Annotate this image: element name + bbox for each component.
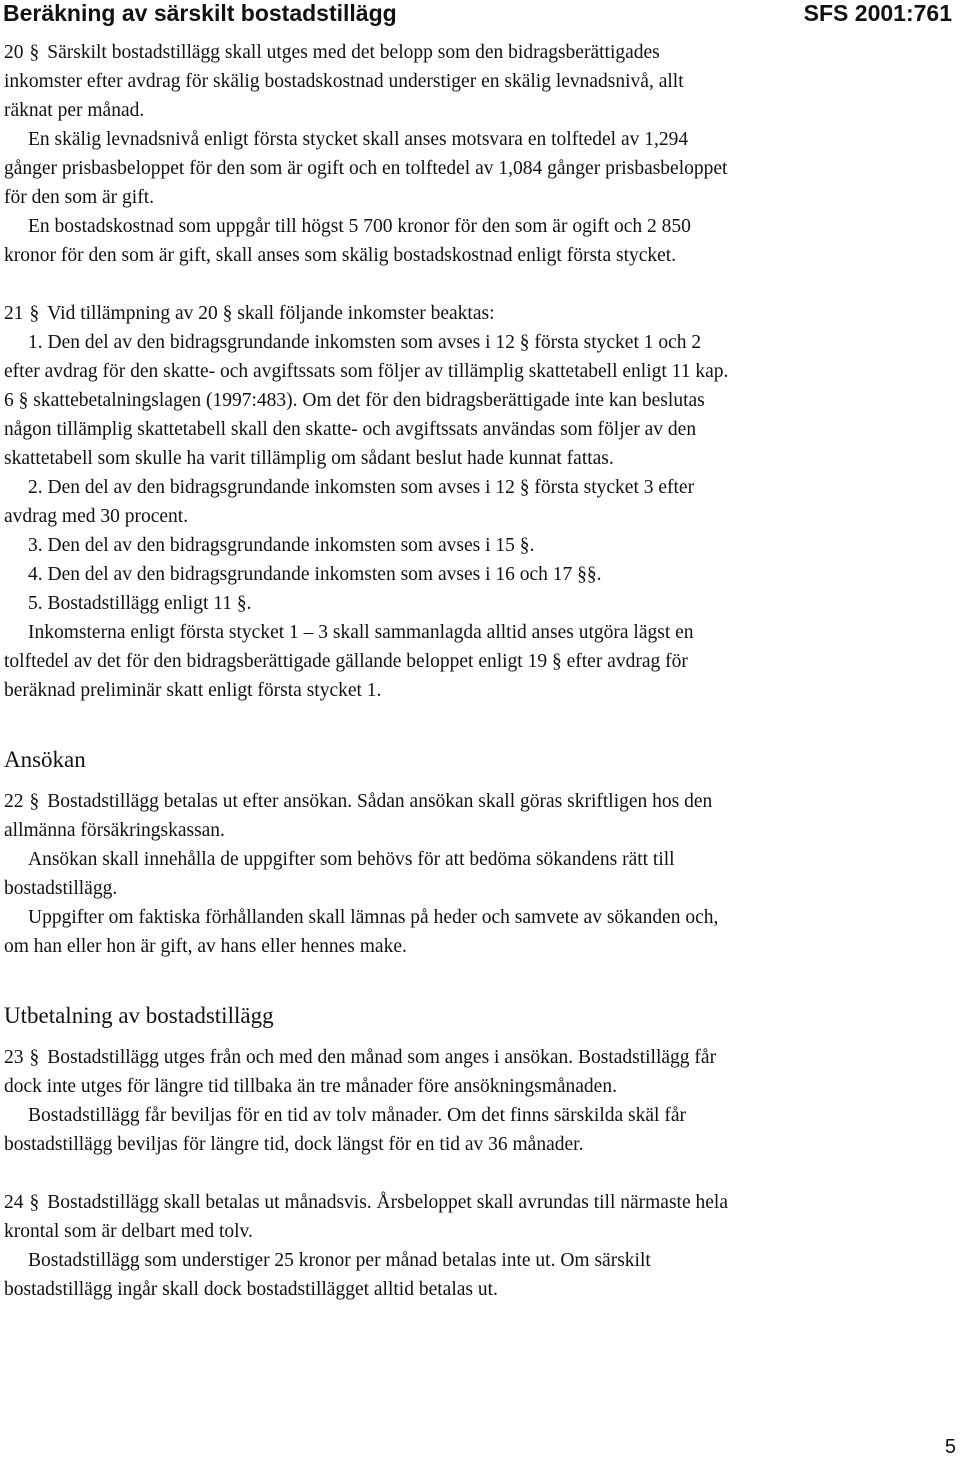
spacer: [4, 775, 731, 787]
spacer: [4, 270, 731, 299]
paragraph-number: 23: [4, 1047, 24, 1068]
paragraph-text: Vid tillämpning av 20 § skall följande inkomster beaktas:: [47, 303, 495, 324]
spacer: [4, 961, 731, 1001]
paragraph-text: Bostadstillägg betalas ut efter ansökan. Sådan ansökan skall göras skriftligen hos den allmänna försäkringskassan.: [4, 791, 713, 841]
paragraph-23: [4, 1043, 731, 1101]
spacer: [4, 705, 731, 745]
paragraph-23-stycke-2: Bostadstillägg får beviljas för en tid av tolv månader. Om det finns särskilda skäl får bostadstillägg beviljas för längre tid, dock längst för en tid av 36 månader.: [4, 1105, 686, 1155]
paragraph-20: [4, 38, 731, 125]
paragraph-number: 22: [4, 791, 24, 812]
paragraph-21: [4, 299, 731, 328]
section-mark: §: [29, 42, 40, 63]
paragraph-number: 21: [4, 303, 24, 324]
paragraph-24-stycke-2: Bostadstillägg som understiger 25 kronor per månad betalas inte ut. Om särskilt bostadstillägg ingår skall dock bostadstillägget alltid betalas ut.: [4, 1250, 651, 1300]
section-mark: §: [29, 1192, 40, 1213]
list-item: 5. Bostadstillägg enligt 11 §.: [28, 593, 252, 614]
paragraph-20-stycke-3: En bostadskostnad som uppgår till högst 5 700 kronor för den som är ogift och 2 850 kronor för den som är gift, skall anses som skälig bostadskostnad enligt första stycket.: [4, 216, 691, 266]
paragraph-text: Bostadstillägg utges från och med den månad som anges i ansökan. Bostadstillägg får dock inte utges för längre tid tillbaka än tre månader före ansökningsmånaden.: [4, 1047, 717, 1097]
spacer: [4, 1159, 731, 1188]
list-item: 2. Den del av den bidragsgrundande inkomsten som avses i 12 § första stycket 3 efter avdrag med 30 procent.: [4, 477, 695, 527]
paragraph-22-stycke-3: Uppgifter om faktiska förhållanden skall lämnas på heder och samvete av sökanden och, om han eller hon är gift, av hans eller hennes make.: [4, 907, 719, 957]
document-body: [4, 38, 731, 1304]
paragraph-22-stycke-2: Ansökan skall innehålla de uppgifter som behövs för att bedöma sökandens rätt till bostadstillägg.: [4, 849, 675, 899]
page-title: Beräkning av särskilt bostadstillägg: [3, 0, 397, 26]
section-mark: §: [29, 791, 40, 812]
paragraph-number: 24: [4, 1192, 24, 1213]
list-item: 1. Den del av den bidragsgrundande inkomsten som avses i 12 § första stycket 1 och 2 efter avdrag för den skatte- och avgiftssats som följer av tillämplig skattetabell enligt 11 kap. 6 § skattebetalningslagen (1997:483). Om det för den bidragsberättigade inte kan beslutas någon tillämplig skattetabell skall den skatte- och avgiftssats användas som följer av den skattetabell som skulle ha varit tillämplig om sådant beslut hade kunnat fattas.: [4, 332, 729, 469]
section-heading-ansokan: Ansökan: [4, 747, 86, 772]
paragraph-text: Särskilt bostadstillägg skall utges med det belopp som den bidragsberättigades inkomster efter avdrag för skälig bostadskostnad understiger en skälig levnadsnivå, allt räknat per månad.: [4, 42, 684, 121]
paragraph-number: 20: [4, 42, 24, 63]
paragraph-text: Bostadstillägg skall betalas ut månadsvis. Årsbeloppet skall avrundas till närmaste hela krontal som är delbart med tolv.: [4, 1192, 728, 1242]
section-heading-utbetalning: Utbetalning av bostadstillägg: [4, 1003, 274, 1028]
list-item: 4. Den del av den bidragsgrundande inkomsten som avses i 16 och 17 §§.: [28, 564, 602, 585]
section-mark: §: [29, 303, 40, 324]
paragraph-21-stycke-2: Inkomsterna enligt första stycket 1 – 3 skall sammanlagda alltid anses utgöra lägst en tolftedel av det för den bidragsberättigade gällande beloppet enligt 19 § efter avdrag för beräknad preliminär skatt enligt första stycket 1.: [4, 622, 694, 701]
list-item: 3. Den del av den bidragsgrundande inkomsten som avses i 15 §.: [28, 535, 535, 556]
sfs-number: SFS 2001:761: [803, 0, 952, 26]
paragraph-24: [4, 1188, 731, 1246]
section-mark: §: [29, 1047, 40, 1068]
page-number: 5: [944, 1436, 956, 1458]
spacer: [4, 1031, 731, 1043]
paragraph-22: [4, 787, 731, 845]
paragraph-20-stycke-2: En skälig levnadsnivå enligt första stycket skall anses motsvara en tolftedel av 1,294 gånger prisbasbeloppet för den som är ogift och en tolftedel av 1,084 gånger prisbasbeloppet för den som är gift.: [4, 129, 728, 208]
